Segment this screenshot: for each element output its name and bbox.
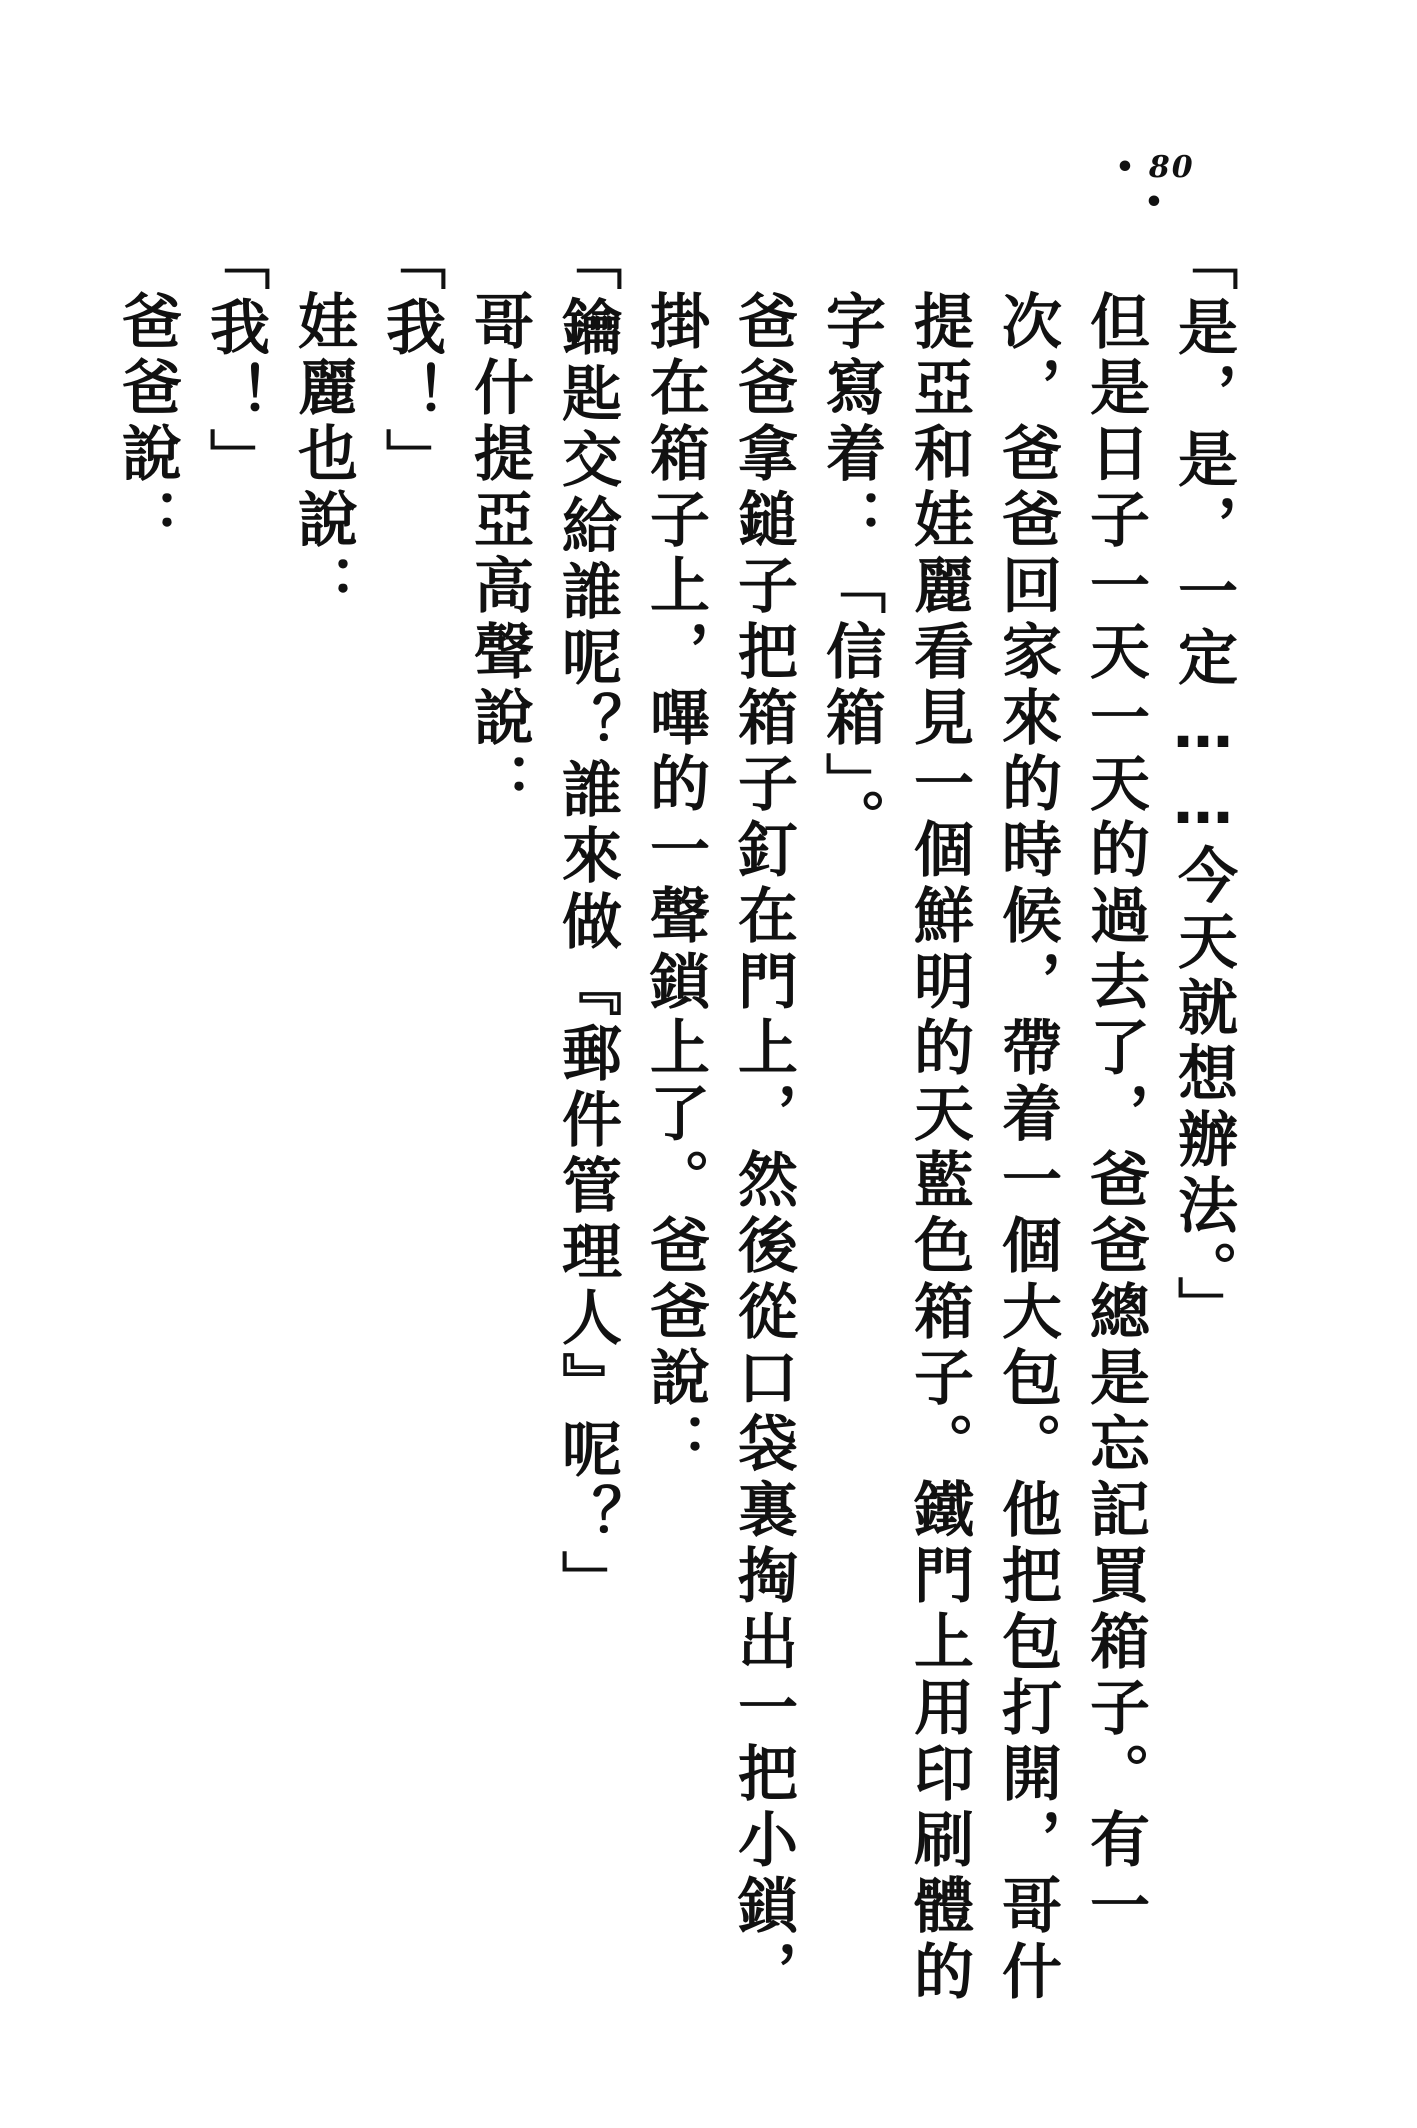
paragraph-8: 「我！」 — [200, 230, 270, 494]
paragraph-3: 爸爸拿鎚子把箱子釘在門上，然後從口袋裏掏出一把小鎖，掛在箱子上，嗶的一聲鎖上了。爸爸說： — [640, 290, 798, 2006]
paragraph-4: 「鑰匙交給誰呢？誰來做『郵件管理人』呢？」 — [552, 230, 622, 1616]
paragraph-9: 爸爸說： — [112, 290, 182, 554]
paragraph-5: 哥什提亞高聲說： — [464, 290, 534, 818]
paragraph-2: 但是日子一天一天的過去了，爸爸總是忘記買箱子。有一次，爸爸回家來的時候，帶着一個大包。他把包打開，哥什提亞和娃麗看見一個鮮明的天藍色箱子。鐵門上用印刷體的字寫着：「信箱」。 — [816, 290, 1150, 2006]
paragraph-1: 「是，是，一定……今天就想辦法。」 — [1168, 230, 1238, 1342]
paragraph-7: 娃麗也說： — [288, 290, 358, 620]
body-text — [103, 230, 1247, 2070]
page-number: • 80 • — [1115, 150, 1195, 220]
paragraph-6: 「我！」 — [376, 230, 446, 494]
